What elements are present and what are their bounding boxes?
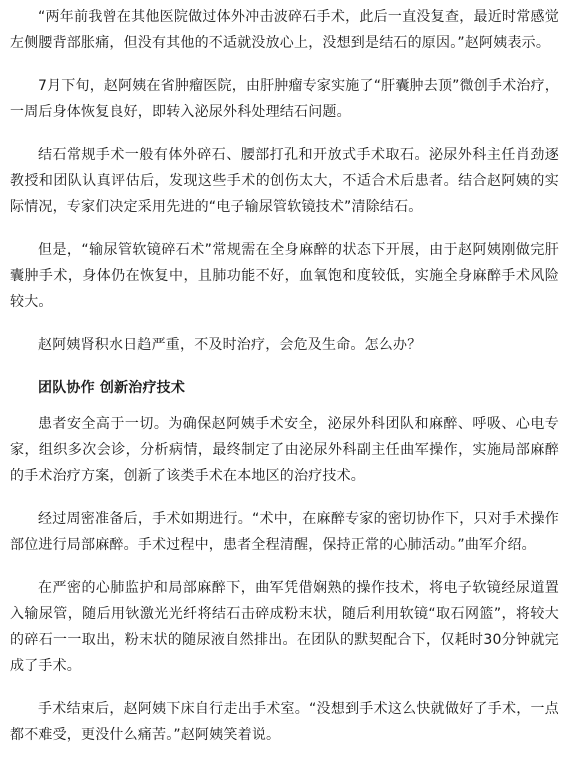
- paragraph-3: 结石常规手术一般有体外碎石、腰部打孔和开放式手术取石。泌尿外科主任肖劲逐教授和团队认真评估后，发现这些手术的创伤太大，不适合术后患者。结合赵阿姨的实际情况，专家们决定采用先进的“电子输尿管软镜技术”清除结石。: [10, 147, 559, 215]
- paragraph-7: 经过周密准备后，手术如期进行。“术中，在麻醉专家的密切协作下，只对手术操作部位进行局部麻醉。手术过程中，患者全程清醒，保持正常的心肺活动。”曲军介绍。: [10, 511, 559, 553]
- paragraph-8: 在严密的心肺监护和局部麻醉下，曲军凭借娴熟的操作技术，将电子软镜经尿道置入输尿管，随后用钬激光光纤将结石击碎成粉末状，随后利用软镜“取石网篮”，将较大的碎石一一取出，粉末状的随尿液自然排出。在团队的默契配合下，仅耗时30分钟就完成了手术。: [10, 580, 559, 674]
- paragraph-9: 手术结束后，赵阿姨下床自行走出手术室。“没想到手术这么快就做好了手术，一点都不难受，更没什么痛苦。”赵阿姨笑着说。: [10, 701, 559, 743]
- paragraph-1: “两年前我曾在其他医院做过体外冲击波碎石手术，此后一直没复查，最近时常感觉左侧腰背部胀痛，但没有其他的不适就没放心上，没想到是结石的原因。”赵阿姨表示。: [10, 9, 559, 51]
- paragraph-5: 赵阿姨肾积水日趋严重，不及时治疗，会危及生命。怎么办？: [38, 337, 422, 353]
- section-heading: 团队协作 创新治疗技术: [38, 380, 186, 396]
- paragraph-6: 患者安全高于一切。为确保赵阿姨手术安全，泌尿外科团队和麻醉、呼吸、心电专家，组织多次会诊，分析病情，最终制定了由泌尿外科副主任曲军操作，实施局部麻醉的手术治疗方案，创新了该类手术在本地区的治疗技术。: [10, 416, 559, 484]
- paragraph-4: 但是，“输尿管软镜碎石术”常规需在全身麻醉的状态下开展，由于赵阿姨刚做完肝囊肿手术，身体仍在恢复中，且肺功能不好，血氧饱和度较低，实施全身麻醉手术风险较大。: [10, 242, 559, 310]
- paragraph-2: 7月下旬，赵阿姨在省肿瘤医院，由肝肿瘤专家实施了“肝囊肿去顶”微创手术治疗，一周后身体恢复良好，即转入泌尿外科处理结石问题。: [10, 78, 560, 120]
